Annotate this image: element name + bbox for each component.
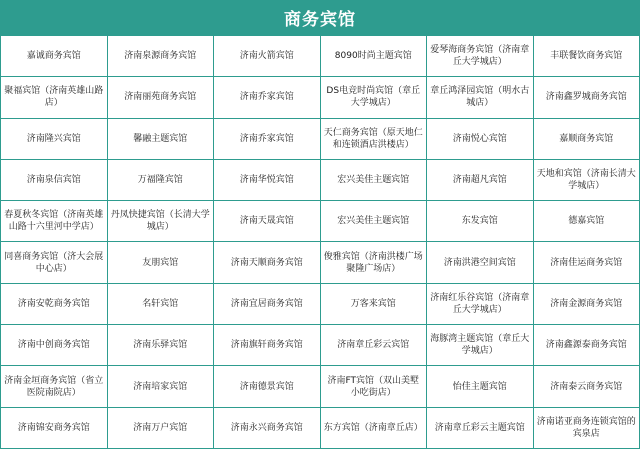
hotel-cell: 济南红乐谷宾馆（济南章丘大学城店）	[427, 283, 534, 324]
hotel-cell: 万福隆宾馆	[107, 159, 214, 200]
hotel-cell: 济南金源商务宾馆	[533, 283, 640, 324]
hotel-cell: 济南培家宾馆	[107, 366, 214, 407]
hotel-cell: 济南泰云商务宾馆	[533, 366, 640, 407]
hotel-cell: 济南悦心宾馆	[427, 118, 534, 159]
page-title: 商务宾馆	[0, 0, 640, 35]
hotel-cell: 济南隆兴宾馆	[1, 118, 108, 159]
hotel-cell: 丹凤快捷宾馆（长清大学城店）	[107, 201, 214, 242]
hotel-cell: 济南华悦宾馆	[214, 159, 321, 200]
table-row	[1, 366, 640, 407]
hotel-cell: 爱琴海商务宾馆（济南章丘大学城店）	[427, 36, 534, 77]
hotel-cell: 聚福宾馆（济南英雄山路店）	[1, 77, 108, 118]
hotel-cell: 济南超凡宾馆	[427, 159, 534, 200]
hotel-cell: 天地和宾馆（济南长清大学城店）	[533, 159, 640, 200]
hotel-table	[0, 35, 640, 449]
hotel-cell: 春夏秋冬宾馆（济南英雄山路十六里河中学店）	[1, 201, 108, 242]
hotel-cell: 嘉顺商务宾馆	[533, 118, 640, 159]
hotel-cell: 俊雅宾馆（济南洪楼广场聚隆广场店）	[320, 242, 427, 283]
hotel-cell: 济南中创商务宾馆	[1, 325, 108, 366]
hotel-cell: 嘉诚商务宾馆	[1, 36, 108, 77]
table-row	[1, 201, 640, 242]
hotel-cell: 济南佳运商务宾馆	[533, 242, 640, 283]
hotel-cell: 丰联餐饮商务宾馆	[533, 36, 640, 77]
hotel-cell: 济南金垣商务宾馆（省立医院南院店）	[1, 366, 108, 407]
hotel-cell: 东发宾馆	[427, 201, 534, 242]
hotel-cell: 济南火箭宾馆	[214, 36, 321, 77]
hotel-cell: 济南鑫源泰商务宾馆	[533, 325, 640, 366]
table-row	[1, 407, 640, 448]
hotel-cell: 德嘉宾馆	[533, 201, 640, 242]
hotel-cell: 济南旗轩商务宾馆	[214, 325, 321, 366]
hotel-cell: 济南天晟宾馆	[214, 201, 321, 242]
hotel-cell: 济南泉信宾馆	[1, 159, 108, 200]
hotel-cell: 济南宜居商务宾馆	[214, 283, 321, 324]
hotel-cell: 友朋宾馆	[107, 242, 214, 283]
table-row	[1, 77, 640, 118]
table-row	[1, 325, 640, 366]
hotel-cell: 济南万户宾馆	[107, 407, 214, 448]
hotel-cell: 济南诺亚商务连锁宾馆的宾泉店	[533, 407, 640, 448]
hotel-cell: 济南乔家宾馆	[214, 118, 321, 159]
hotel-table-body	[1, 36, 640, 449]
hotel-cell: 济南章丘彩云主题宾馆	[427, 407, 534, 448]
hotel-cell: 海豚湾主题宾馆（章丘大学城店）	[427, 325, 534, 366]
hotel-cell: 宏兴美佳主题宾馆	[320, 159, 427, 200]
hotel-cell: 济南泉源商务宾馆	[107, 36, 214, 77]
hotel-cell: 济南鑫罗城商务宾馆	[533, 77, 640, 118]
hotel-cell: 宏兴美佳主题宾馆	[320, 201, 427, 242]
table-row	[1, 242, 640, 283]
hotel-cell: 同喜商务宾馆（济大会展中心店）	[1, 242, 108, 283]
hotel-cell: 济南永兴商务宾馆	[214, 407, 321, 448]
table-row	[1, 159, 640, 200]
hotel-cell: 济南乐驿宾馆	[107, 325, 214, 366]
hotel-cell: 东方宾馆（济南章丘店）	[320, 407, 427, 448]
hotel-cell: 天仁商务宾馆（原天地仁和连锁酒店洪楼店）	[320, 118, 427, 159]
hotel-cell: 章丘鸿泽园宾馆（明水古城店）	[427, 77, 534, 118]
hotel-cell: 8090时尚主题宾馆	[320, 36, 427, 77]
hotel-cell: 济南洪港空间宾馆	[427, 242, 534, 283]
hotel-cell: DS电竞时尚宾馆（章丘大学城店）	[320, 77, 427, 118]
hotel-cell: 济南丽苑商务宾馆	[107, 77, 214, 118]
hotel-cell: 万客来宾馆	[320, 283, 427, 324]
hotel-cell: 济南德景宾馆	[214, 366, 321, 407]
hotel-cell: 济南安乾商务宾馆	[1, 283, 108, 324]
hotel-cell: 馨融主题宾馆	[107, 118, 214, 159]
hotel-cell: 怡佳主题宾馆	[427, 366, 534, 407]
hotel-cell: 济南章丘彩云宾馆	[320, 325, 427, 366]
table-row	[1, 118, 640, 159]
table-row	[1, 36, 640, 77]
hotel-cell: 名轩宾馆	[107, 283, 214, 324]
hotel-cell: 济南FT宾馆（双山美墅小吃街店）	[320, 366, 427, 407]
hotel-cell: 济南乔家宾馆	[214, 77, 321, 118]
table-row	[1, 283, 640, 324]
hotel-cell: 济南锦安商务宾馆	[1, 407, 108, 448]
hotel-cell: 济南天顺商务宾馆	[214, 242, 321, 283]
